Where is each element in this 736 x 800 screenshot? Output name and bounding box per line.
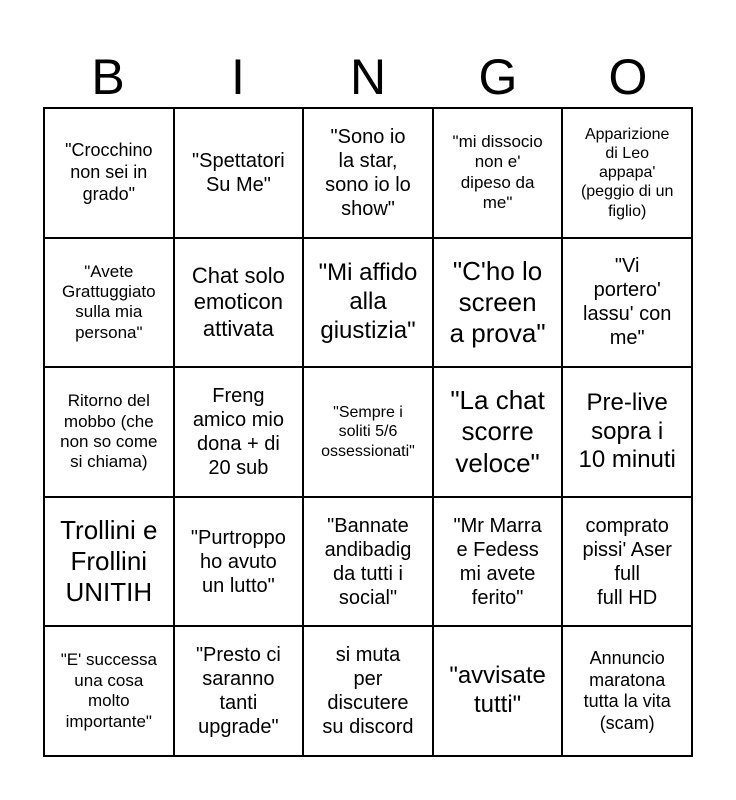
bingo-cell[interactable]: [433, 497, 563, 627]
bingo-cell[interactable]: [303, 238, 433, 368]
bingo-cell-text: "Mr Marra e Fedess mi avete ferito": [453, 514, 542, 609]
bingo-cell-text: "C'ho lo screen a prova": [449, 255, 546, 348]
bingo-cell[interactable]: [433, 108, 563, 238]
bingo-cell[interactable]: [433, 238, 563, 368]
bingo-cell[interactable]: [44, 367, 174, 497]
bingo-cell-text: Chat solo emoticon attivata: [191, 262, 285, 341]
bingo-cell[interactable]: [303, 626, 433, 756]
bingo-cell-text: Apparizione di Leo appapa' (peggio di un figlio): [580, 125, 674, 220]
bingo-cell[interactable]: [562, 367, 692, 497]
bingo-cell[interactable]: [433, 367, 563, 497]
bingo-cell[interactable]: [174, 626, 304, 756]
bingo-cell[interactable]: [174, 108, 304, 238]
bingo-cell[interactable]: [44, 108, 174, 238]
bingo-cell[interactable]: [174, 497, 304, 627]
bingo-cell-text: "La chat scorre veloce": [450, 385, 545, 478]
header-letter-i: I: [231, 49, 245, 105]
bingo-cell-text: Trollini e Frollini UNITIH: [60, 514, 158, 608]
bingo-cell-text: "Spettatori Su Me": [192, 149, 285, 196]
bingo-cell-text: "mi dissocio non e' dipeso da me": [452, 132, 543, 213]
bingo-cell-text: "Sempre i soliti 5/6 ossessionati": [321, 404, 415, 460]
header-letter-b: B: [91, 49, 125, 105]
bingo-cell-text: si muta per discutere su discord: [322, 644, 414, 739]
bingo-cell-text: "Purtroppo ho avuto un lutto": [190, 526, 286, 597]
bingo-cell-text: "Mi affido alla giustizia": [318, 259, 418, 344]
bingo-cell[interactable]: [562, 497, 692, 627]
bingo-cell[interactable]: [174, 367, 304, 497]
bingo-cell[interactable]: [562, 108, 692, 238]
bingo-cell-text: Pre-live sopra i 10 minuti: [578, 388, 676, 474]
bingo-cell-text: "Presto ci saranno tanti upgrade": [195, 644, 281, 739]
bingo-cell-text: "avvisate tutti": [449, 662, 546, 719]
bingo-cell-text: comprato pissi' Aser full full HD: [582, 514, 672, 609]
bingo-cell-text: "Bannate andibadig da tutti i social": [324, 514, 412, 609]
bingo-cell-text: "E' successa una cosa molto importante": [60, 650, 157, 731]
bingo-cell-text: "Crocchino non sei in grado": [65, 140, 153, 204]
bingo-cell[interactable]: [303, 108, 433, 238]
bingo-cell[interactable]: [44, 238, 174, 368]
bingo-cell-text: Annuncio maratona tutta la vita (scam): [583, 648, 671, 733]
header-letter-g: G: [478, 49, 518, 105]
bingo-cell-text: Freng amico mio dona + di 20 sub: [192, 384, 284, 479]
bingo-cell-text: "Avete Grattuggiato sulla mia persona": [62, 261, 156, 342]
bingo-cell[interactable]: [303, 367, 433, 497]
bingo-cell[interactable]: [44, 626, 174, 756]
bingo-cell[interactable]: [562, 238, 692, 368]
bingo-cell-text: "Vi portero' lassu' con me": [583, 255, 672, 350]
bingo-cell[interactable]: [303, 497, 433, 627]
header-letter-n: N: [349, 49, 387, 105]
bingo-header: [43, 48, 693, 106]
bingo-cell[interactable]: [433, 626, 563, 756]
bingo-cell[interactable]: [174, 238, 304, 368]
bingo-board: [43, 107, 693, 757]
header-letter-o: O: [608, 49, 648, 105]
bingo-cell-text: "Sono io la star, sono io lo show": [325, 125, 411, 220]
bingo-cell[interactable]: [44, 497, 174, 627]
bingo-cell[interactable]: [562, 626, 692, 756]
bingo-cell-text: Ritorno del mobbo (che non so come si chiama): [60, 391, 158, 472]
